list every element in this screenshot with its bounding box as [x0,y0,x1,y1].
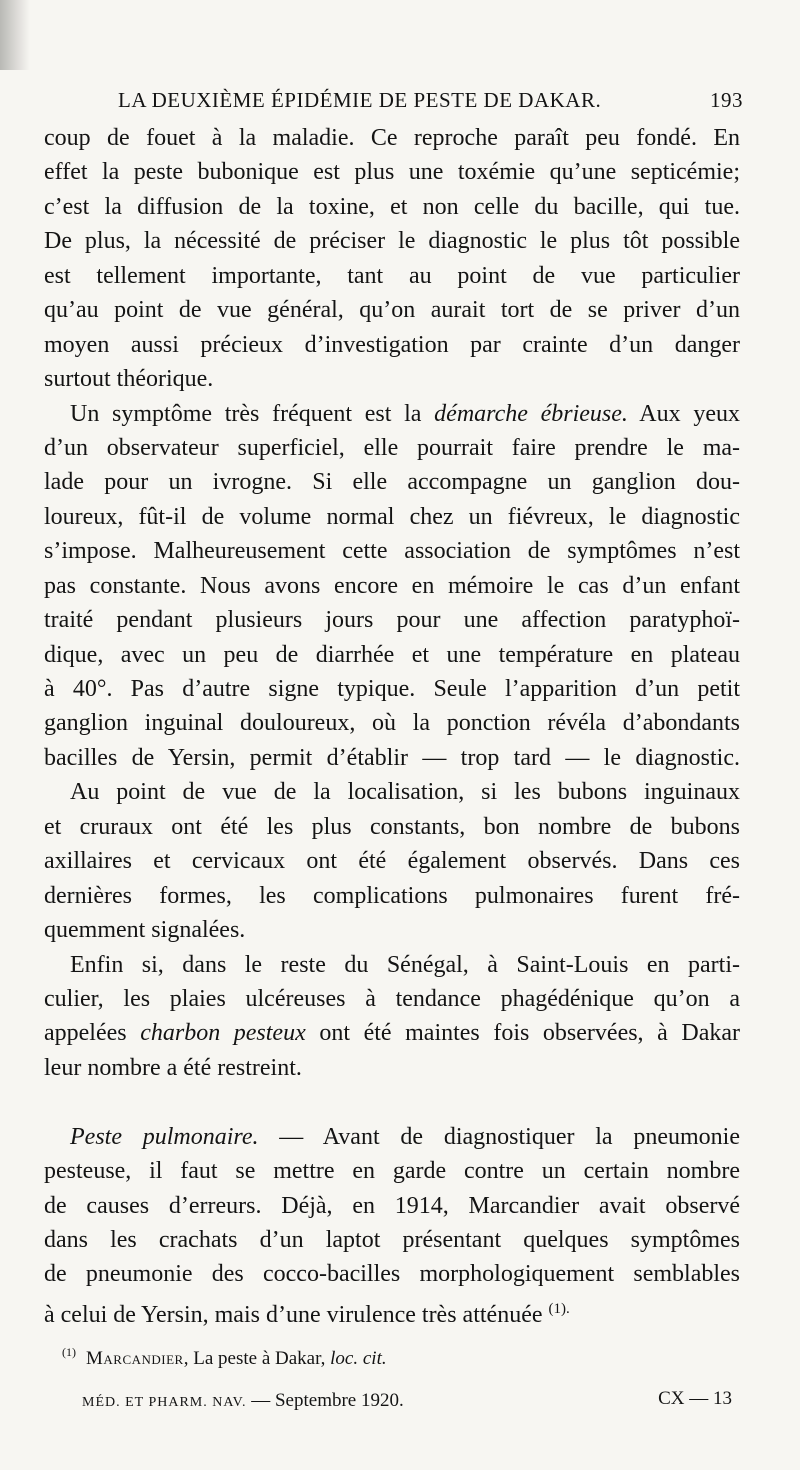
text-line: à 40°. Pas d’autre signe typique. Seule l’apparition d’un petit [44,676,740,702]
text-span: — Avant de diagnostiquer la pneumonie [258,1123,740,1150]
running-head-title: LA DEUXIÈME ÉPIDÉMIE DE PESTE DE DAKAR. [118,88,602,112]
page-number: 193 [710,88,743,112]
text-line: est tellement importante, tant au point de vue particulier [44,262,740,289]
text-line: Enfin si, dans le reste du Sénégal, à Saint-Louis en parti- [70,951,740,978]
text-line: leur nombre a été restreint. [44,1054,302,1081]
text-line: et cruraux ont été les plus constants, bon nombre de bubons [44,813,740,840]
signature-mark: CX — 13 [658,1388,732,1409]
text-line: Au point de vue de la localisation, si les bubons inguinaux [70,779,740,806]
text-line: moyen aussi précieux d’investigation par crainte d’un danger [44,331,740,358]
text-span: ont été maintes fois observées, à Dakar [305,1020,740,1047]
text-line: dans les crachats d’un laptot présentant quelques symptômes [44,1227,740,1253]
text-line: culier, les plaies ulcéreuses à tendance phagédénique qu’on a [44,985,740,1012]
text-line [44,1120,740,1154]
text-line [44,1016,740,1050]
text-line: loureux, fût-il de volume normal chez un fiévreux, le diagnostic [44,503,740,530]
text-line: coup de fouet à la maladie. Ce reproche paraît peu fondé. En [44,125,740,151]
text-line: quemment signalées. [44,917,246,944]
text-line: axillaires et cervicaux ont été également observés. Dans ces [44,848,740,875]
section-heading-inline: Peste pulmonaire. [70,1123,259,1150]
footnote-reference: (1). [548,1300,570,1317]
body-text [44,121,740,1326]
text-line: De plus, la nécessité de préciser le diagnostic le plus tôt possible [44,228,740,255]
text-line: dernières formes, les complications pulmonaires furent fré- [44,882,740,909]
text-line: s’impose. Malheureusement cette association de symptômes n’est [44,538,740,565]
text-line: effet la peste bubonique est plus une toxémie qu’une septicémie; [44,159,740,186]
text-span: appelées [44,1020,141,1047]
section-gap [44,1085,740,1119]
text-line: de causes d’erreurs. Déjà, en 1914, Marcandier avait observé [44,1192,740,1219]
footnote-author: Marcandier [86,1348,184,1369]
text-span: à celui de Yersin, mais d’une virulence très atténuée [44,1301,543,1327]
footnote-text: , La peste à Dakar, [183,1348,331,1369]
text-line: pas constante. Nous avons encore en mémoire le cas d’un enfant [44,572,740,599]
text-line: traité pendant plusieurs jours pour une affection paratyphoï- [44,607,740,634]
text-line: de pneumonie des cocco-bacilles morphologiquement semblables [44,1261,740,1288]
text-line: qu’au point de vue général, qu’on aurait tort de se priver d’un [44,297,740,324]
text-line: c’est la diffusion de la toxine, et non celle du bacille, qui tue. [44,193,740,220]
footnote [62,1345,742,1370]
text-line [44,1292,740,1326]
text-line: dique, avec un peu de diarrhée et une température en plateau [44,641,740,668]
text-span: Aux yeux [627,400,740,427]
text-span: Un symptôme très fréquent est la [70,400,435,427]
text-line: bacilles de Yersin, permit d’établir — trop tard — le diagnostic. [44,744,740,771]
italic-term: démarche ébrieuse. [434,400,628,427]
text-line: ganglion inguinal douloureux, où la ponction révéla d’abondants [44,710,740,737]
running-head [118,84,743,116]
text-line [44,397,740,431]
text-line: pesteuse, il faut se mettre en garde contre un certain nombre [44,1158,740,1185]
footnote-loc: loc. cit. [330,1348,387,1369]
footnote-marker: (1) [62,1345,76,1359]
text-line: surtout théorique. [44,366,214,393]
imprint-date: — Septembre 1920. [246,1390,404,1411]
text-line: lade pour un ivrogne. Si elle accompagne un ganglion dou- [44,469,740,496]
imprint [82,1388,732,1418]
imprint-journal-line [82,1390,404,1412]
text-line: d’un observateur superficiel, elle pourrait faire prendre le ma- [44,434,740,461]
italic-term: charbon pesteux [140,1020,306,1047]
scan-edge-shadow [0,0,30,70]
imprint-journal: MÉD. ET PHARM. NAV. [82,1395,247,1410]
